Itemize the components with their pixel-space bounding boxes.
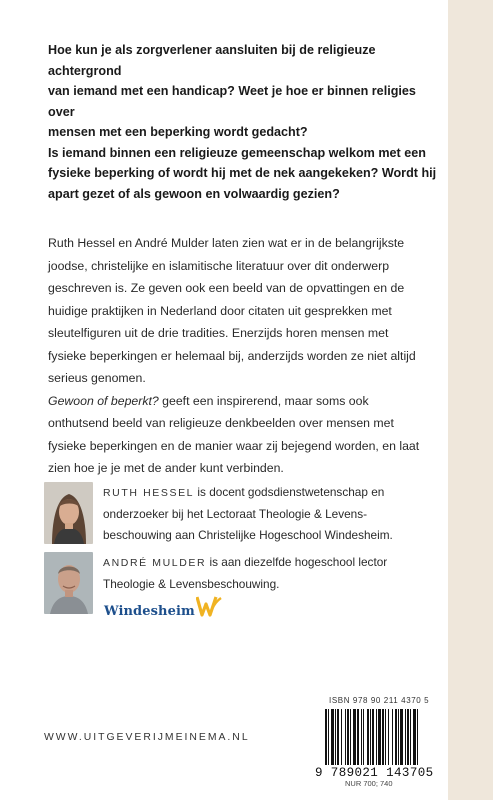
body-line: geschreven is. Ze geven ook een beeld van de opvattingen en de (48, 281, 405, 295)
bio-line: beschouwing aan Christelijke Hogeschool Windesheim. (103, 528, 393, 542)
barcode-digits: 9 789021 143705 (315, 766, 434, 780)
author-bio-ruth (103, 482, 393, 546)
barcode-bar (372, 709, 374, 765)
logo-text: Windesheim (104, 604, 195, 619)
bio-line (103, 552, 387, 574)
book-title-italic: Gewoon of beperkt? (48, 393, 159, 408)
intro-line: apart gezet of als gewoon en volwaardig gezien? (48, 186, 340, 201)
barcode-bar (367, 709, 369, 765)
bio-text: is docent godsdienstwetenschap en (194, 485, 385, 499)
barcode-bar (370, 709, 371, 765)
intro-questions (48, 40, 438, 204)
author-bio-andre (103, 552, 387, 595)
barcode-bar (328, 709, 329, 765)
barcode-bar (353, 709, 356, 765)
isbn-barcode (315, 696, 443, 788)
back-cover-text (48, 40, 438, 480)
body-line: zien hoe je je met de ander kunt verbinden. (48, 461, 284, 475)
barcode-bar (395, 709, 397, 765)
intro-line: Is iemand binnen een religieuze gemeenschap welkom met een (48, 145, 426, 160)
body-line: Ruth Hessel en André Mulder laten zien wat er in de belangrijkste (48, 236, 405, 250)
windesheim-logo (104, 604, 222, 619)
barcode-bar (410, 709, 411, 765)
barcode-bar (417, 709, 418, 765)
body-line: huidige praktijken in Nederland door citaten uit gesprekken met (48, 303, 392, 318)
body-line: fysieke beperkingen en de manier waar zij bejegend worden, en laat (48, 438, 420, 453)
barcode-bar (335, 709, 336, 765)
intro-line: mensen met een beperking wordt gedacht? (48, 125, 308, 139)
body-line: serieus genomen. (48, 371, 146, 385)
isbn-label: ISBN 978 90 211 4370 5 (329, 696, 430, 705)
author-name: RUTH HESSEL (103, 487, 195, 499)
barcode-bar (378, 709, 381, 765)
barcode-bar (382, 709, 384, 765)
nur-code: NUR 700; 740 (345, 779, 393, 788)
barcode-bar (407, 709, 409, 765)
body-line: joodse, christelijke en islamitische literatuur over dit onderwerp (48, 258, 390, 273)
barcode-bar (337, 709, 339, 765)
bio-text: is aan diezelfde hogeschool lector (206, 555, 388, 569)
barcode-bar (398, 709, 399, 765)
barcode-bar (341, 709, 342, 765)
windesheim-w-icon (196, 595, 222, 619)
barcode-bar (413, 709, 416, 765)
barcode-bars (315, 709, 443, 765)
body-line: sleutelfiguren uit de drie tradities. Enerzijds horen mensen met (48, 326, 389, 340)
author-photo-ruth (44, 482, 93, 544)
author-ruth-hessel (44, 482, 444, 546)
bio-line: onderzoeker bij het Lectoraat Theologie & Levens- (103, 507, 368, 521)
body-line (48, 390, 438, 413)
author-name: ANDRÉ MULDER (103, 557, 207, 569)
barcode-bar (376, 709, 377, 765)
intro-line: fysieke beperking of wordt hij met de nek aangekeken? Wordt hij (48, 166, 437, 180)
body-line: fysieke beperkingen er helemaal bij, anderzijds worden ze niet altijd (48, 348, 416, 363)
barcode-bar (405, 709, 406, 765)
barcode-bar (400, 709, 403, 765)
barcode-bar (388, 709, 389, 765)
intro-line: van iemand met een handicap? Weet je hoe er binnen religies over (48, 84, 416, 119)
barcode-bar (361, 709, 362, 765)
barcode-bar (325, 709, 327, 765)
barcode-bar (345, 709, 346, 765)
barcode-bar (350, 709, 351, 765)
barcode-bar (392, 709, 393, 765)
barcode-bar (363, 709, 364, 765)
barcode-bar (357, 709, 359, 765)
publisher-url: WWW.UITGEVERIJMEINEMA.NL (44, 732, 250, 743)
author-photo-andre (44, 552, 93, 614)
authors-section (44, 482, 444, 614)
bio-line: Theologie & Levensbeschouwing. (103, 577, 280, 591)
body-line-rest: geeft een inspirerend, maar soms ook (158, 393, 369, 408)
body-line: onthutsend beeld van religieuze denkbeelden over mensen met (48, 416, 394, 430)
barcode-bar (347, 709, 349, 765)
bio-line (103, 482, 393, 504)
description (48, 232, 438, 480)
barcode-bar (385, 709, 386, 765)
barcode-bar (331, 709, 334, 765)
intro-line: Hoe kun je als zorgverlener aansluiten bij de religieuze achtergrond (48, 43, 376, 78)
book-spine-edge (448, 0, 493, 800)
